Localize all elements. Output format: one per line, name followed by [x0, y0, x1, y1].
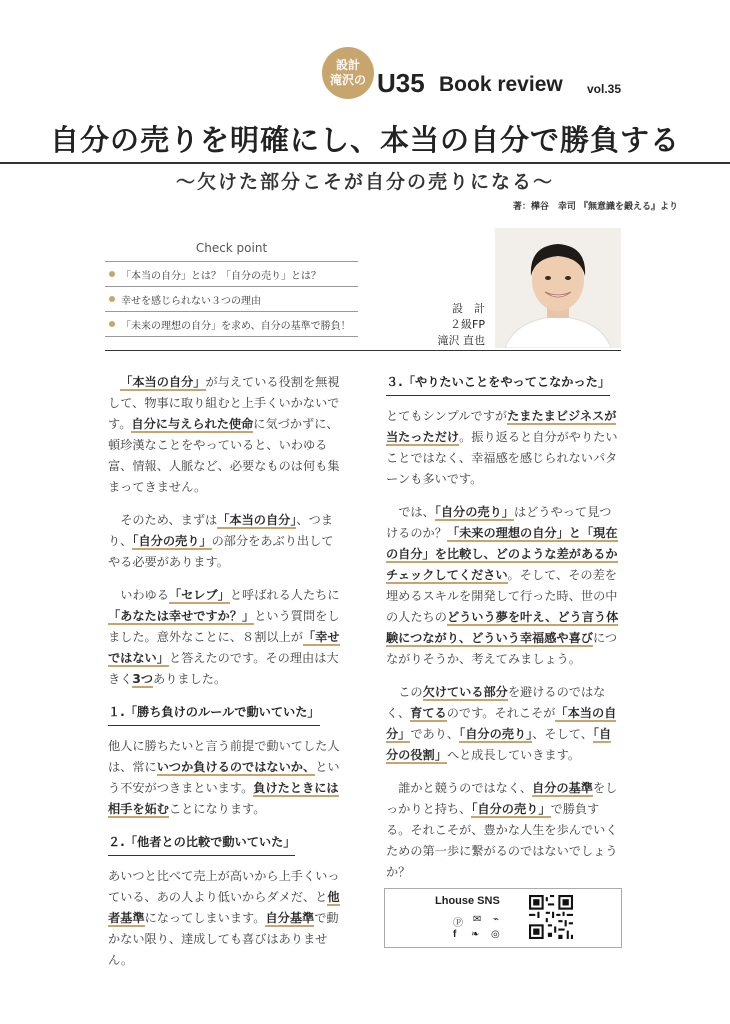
pinterest-icon[interactable]: Ⓟ [453, 918, 463, 929]
paragraph: この欠けている部分を避けるのではなく、育てるのです。それこそが「本当の自分」であり、「自分の売り」、そして、「自分の役割」へと成長していきます。 [386, 685, 617, 762]
section-heading: ２.「他者との比較で動いていた」 [108, 832, 295, 856]
paragraph: では、「自分の売り」はどうやって見つけるのか？「未来の理想の自分」と「現在の自分」を比較し、どのような差があるかチェックしてください。そして、その差を埋めるスキルを開発して行った時、世の中の人たちのどういう夢を叶え、どう言う体験につながり、どういう幸福感や喜びにつながりそうか、考えてみましょう。 [386, 505, 619, 666]
series-badge [322, 47, 374, 99]
paragraph: そのため、まずは「本当の自分」、つまり、「自分の売り」の部分をあぶり出してやる必要があります。 [108, 513, 334, 569]
section-heading: ３.「やりたいことをやってこなかった」 [386, 372, 610, 396]
paragraph: 「本当の自分」が与えている役割を無視して、物事に取り組むと上手くいかないです。自分に与えられた使命に気づかずに、頓珍漢なことをやっていると、いわゆる富、情報、人脈など、必要なものは何も集まってきません。 [108, 375, 340, 494]
badge-line2: 滝沢の [329, 73, 366, 87]
instagram-icon[interactable]: ◎ [491, 929, 500, 940]
paragraph: いわゆる「セレブ」と呼ばれる人たちに「あなたは幸せですか？」という質問をしました。意外なことに、８割以上が「幸せではない」と答えたのです。その理由は大きく3つありました。 [108, 588, 340, 686]
left-column [108, 372, 345, 983]
rss-icon[interactable]: ⌁ [493, 914, 500, 925]
mail-icon[interactable]: ✉ [473, 914, 482, 925]
source-credit: 著：樺谷 幸司 『無意識を鍛える』より [512, 202, 678, 212]
author-name: 滝沢 直也 [437, 334, 485, 347]
facebook-icon[interactable]: f [453, 929, 457, 940]
author-role: 設 計 [452, 302, 485, 315]
volume-number: vol.35 [587, 82, 622, 96]
check-point-item: 「本当の自分」とは？「自分の売り」とは？ [105, 261, 358, 286]
bullet-dot-icon [109, 271, 115, 277]
badge-line1: 設計 [335, 58, 360, 72]
check-point-list [105, 261, 358, 337]
right-column [386, 372, 623, 895]
series-name: U35 [377, 68, 425, 98]
section-heading: １.「勝ち負けのルールで動いていた」 [108, 702, 320, 726]
bullet-dot-icon [109, 296, 115, 302]
paragraph: とてもシンプルですがたまたまビジネスが当たっただけ。振り返ると自分がやりたいことではなく、幸福感を感じられないパターンも多いです。 [386, 409, 618, 486]
check-point-item: 幸せを感じられない３つの理由 [105, 286, 358, 311]
page-subtitle: 〜欠けた部分こそが自分の売りになる〜 [175, 171, 554, 193]
author-photo [495, 228, 621, 348]
page-title: 自分の売りを明確にし、本当の自分で勝負する [49, 123, 680, 157]
bullet-dot-icon [109, 321, 115, 327]
twitter-icon[interactable]: ❧ [471, 929, 480, 940]
paragraph: あいつと比べて売上が高いから上手くいっている、あの人より低いからダメだ、と他者基準になってしまいます。自分基準で動かない限り、達成しても喜びはありません。 [108, 869, 340, 967]
qr-code-icon[interactable] [529, 895, 573, 939]
paragraph: 誰かと競うのではなく、自分の基準をしっかりと持ち、「自分の売り」で勝負する。それこそが、豊かな人生を歩んでいくための第一歩に繋がるのではないでしょうか？ [386, 781, 618, 879]
check-point-title: Check point [195, 241, 268, 255]
check-point-item: 「未来の理想の自分」を求め、自分の基準で勝負！ [105, 311, 358, 337]
title-divider [0, 162, 730, 164]
section-divider [105, 350, 621, 351]
book-review-label: Book review [439, 73, 563, 96]
sns-box [384, 888, 622, 948]
author-qualification: ２級FP [450, 318, 485, 331]
sns-title: Lhouse SNS [435, 895, 500, 907]
author-profile [425, 301, 485, 349]
paragraph: 他人に勝ちたいと言う前提で動いてした人は、常にいつか負けるのではないか、という不安がつきまといます。負けたときには相手を妬むことになります。 [108, 739, 340, 816]
